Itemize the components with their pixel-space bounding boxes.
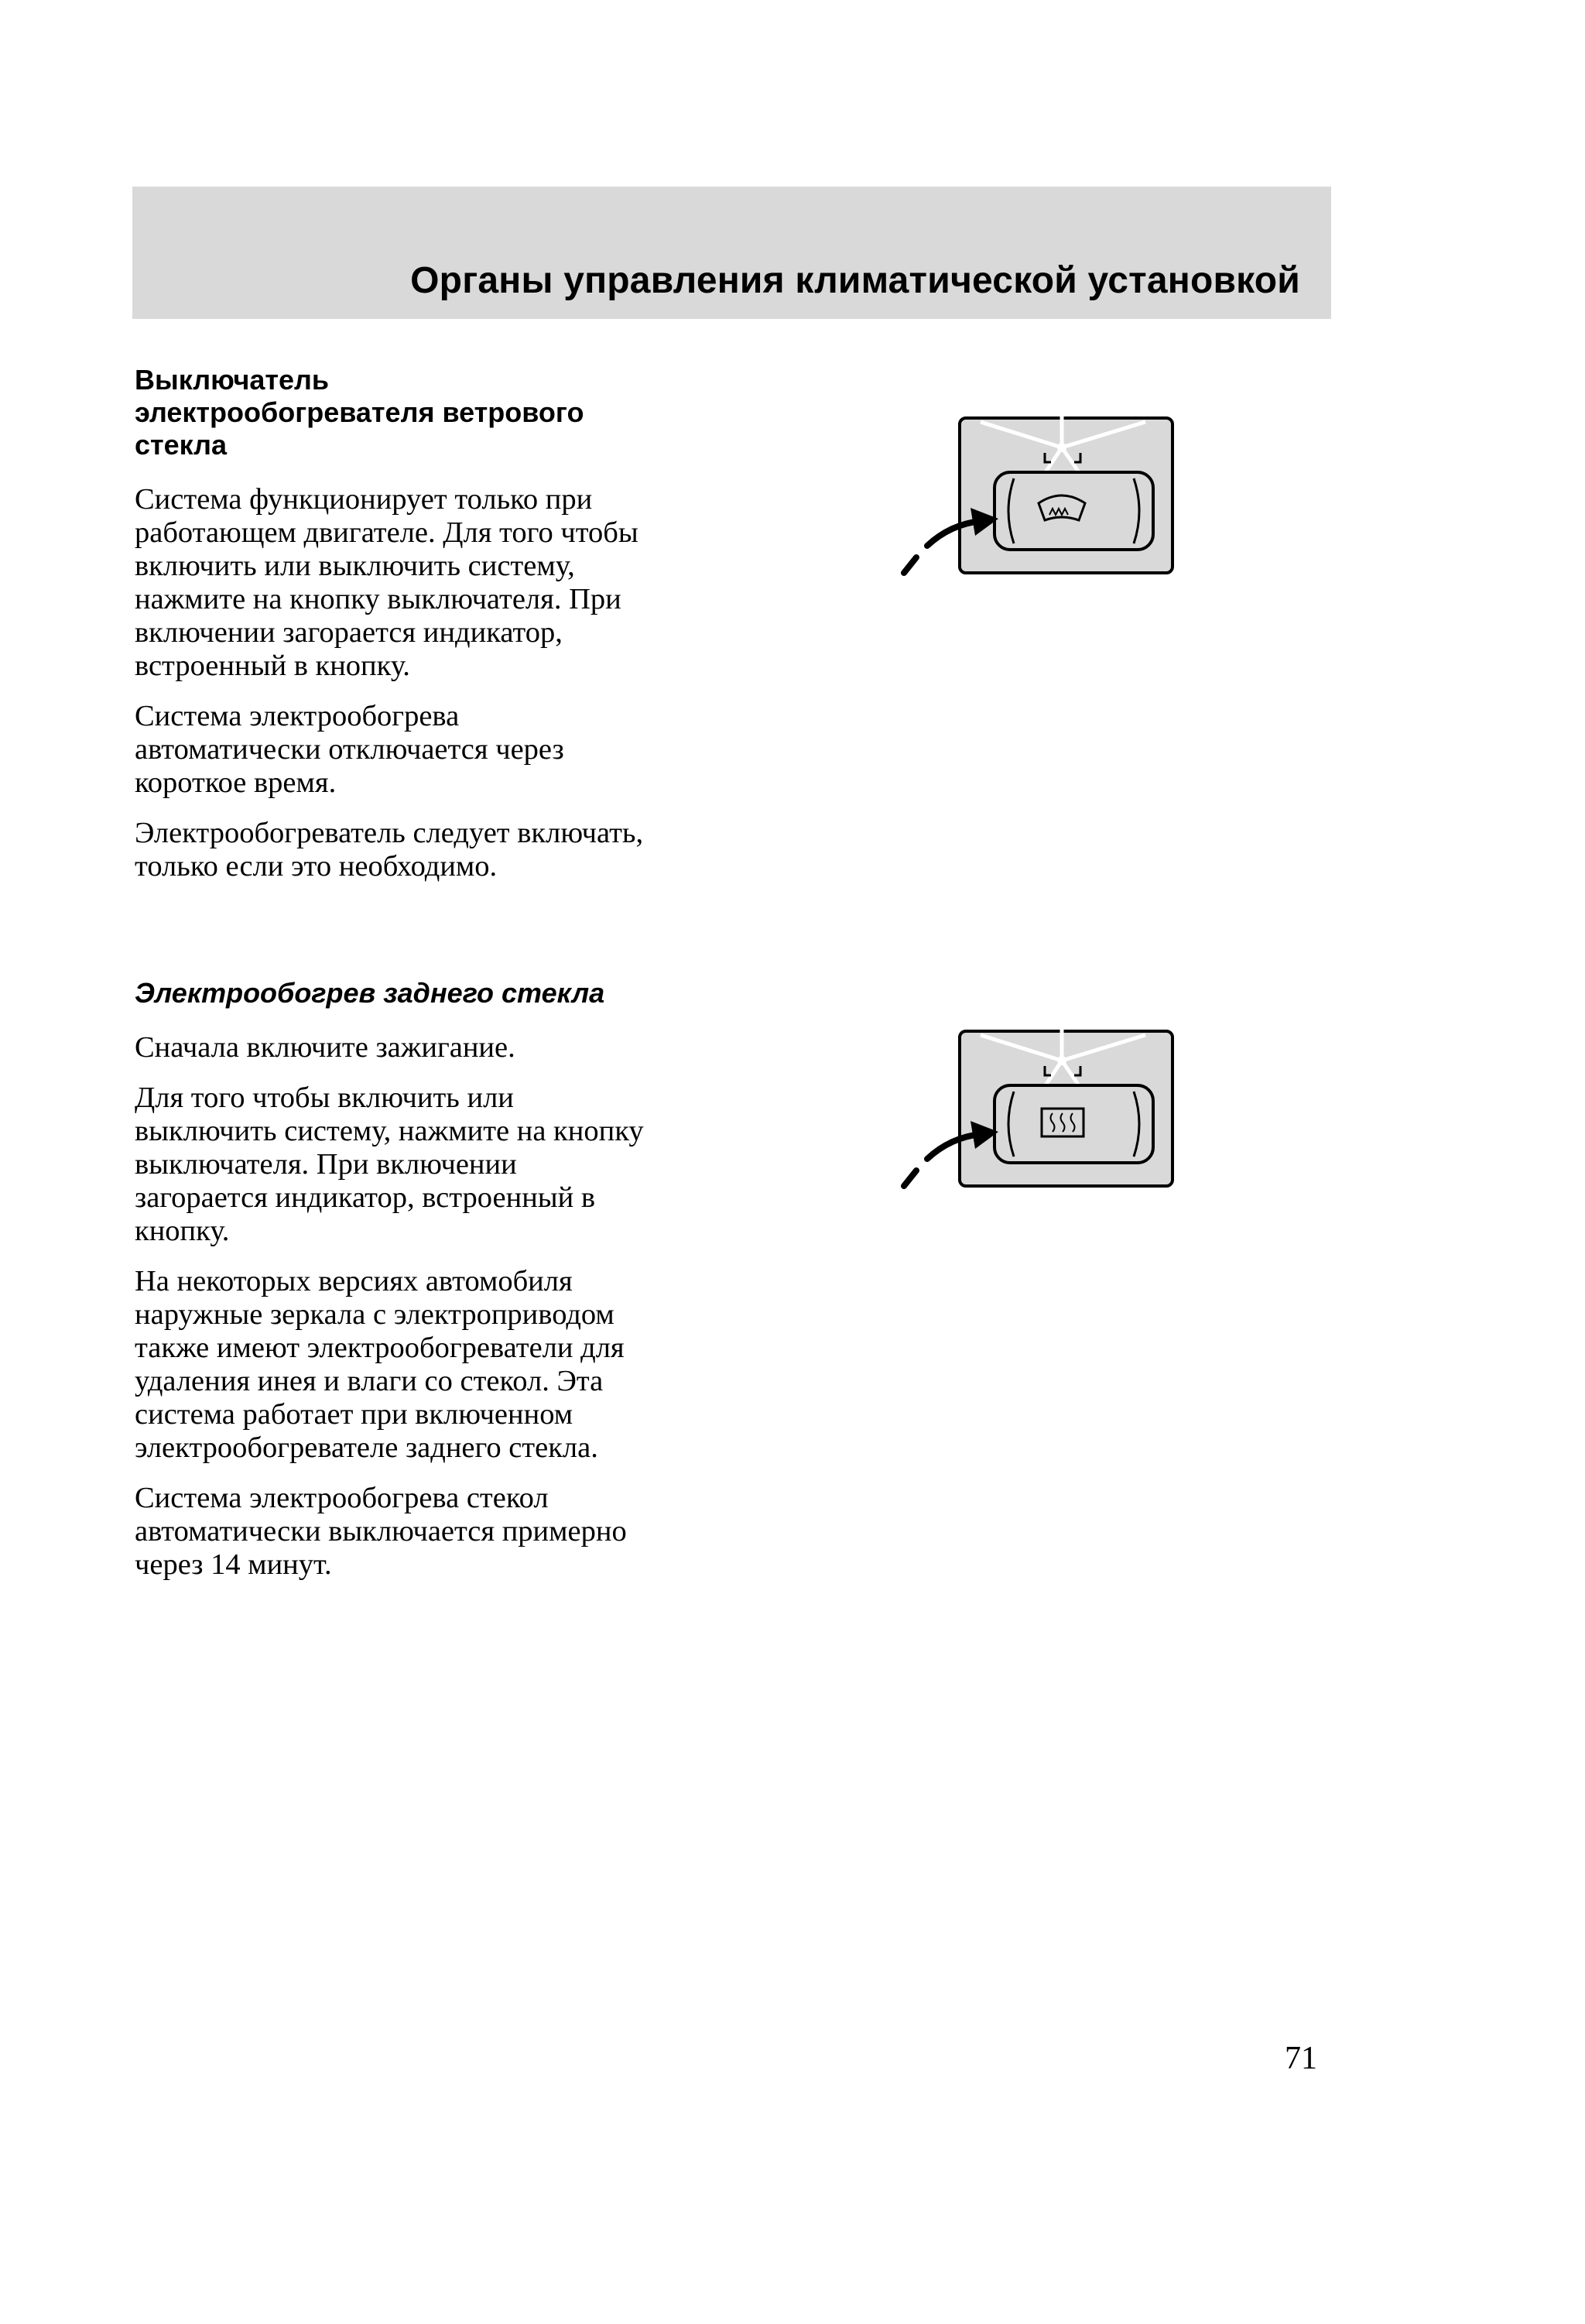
section-title: Выключатель электрообогревателя ветрового стекла xyxy=(135,364,584,461)
paragraph: Система электрообогрева стекол автоматически выключается примерно через 14 минут. xyxy=(135,1482,627,1581)
section-rear-window-heater xyxy=(135,977,723,1599)
paragraph: Для того чтобы включить или выключить систему, нажмите на кнопку выключателя. При включении загорается индикатор, встроенный в кнопку. xyxy=(135,1081,644,1247)
paragraph: Сначала включите зажигание. xyxy=(135,1031,515,1064)
section-windshield-heater xyxy=(135,364,723,900)
paragraph: Система электрообогрева автоматически отключается через короткое время. xyxy=(135,700,564,799)
windshield-heater-switch-illustration xyxy=(898,364,1192,612)
paragraph: Электрообогреватель следует включать, только если это необходимо. xyxy=(135,817,644,883)
header-band xyxy=(132,187,1331,319)
rear-window-heater-switch-illustration xyxy=(898,977,1192,1225)
paragraph: На некоторых версиях автомобиля наружные зеркала с электроприводом также имеют электрообогреватели для удаления инея и влаги со стекол. Эта система работает при включенном электрообогревателе заднего стекла. xyxy=(135,1265,625,1464)
paragraph: Система функционирует только при работающем двигателе. Для того чтобы включить или выключить систему, нажмите на кнопку выключателя. При включении загорается индикатор, встроенный в кнопку. xyxy=(135,483,638,682)
page-title: Органы управления климатической установкой xyxy=(410,260,1300,301)
page-number: 71 xyxy=(1285,2041,1317,2076)
section-title: Электрообогрев заднего стекла xyxy=(135,977,605,1009)
